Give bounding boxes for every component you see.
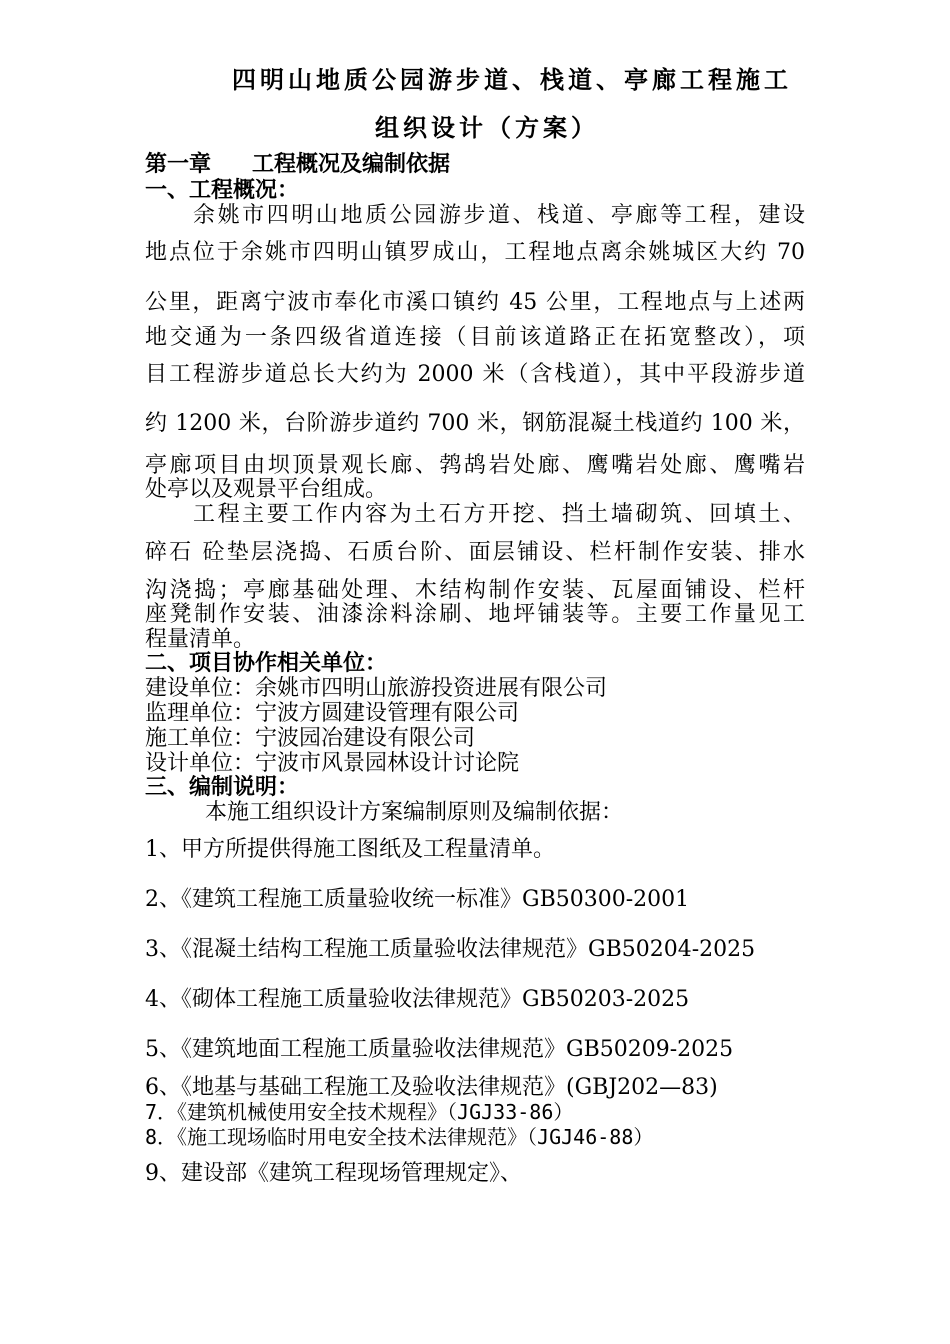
paragraph-line: 公里，距离宁波市奉化市溪口镇约 45 公里，工程地点与上述两 — [145, 290, 805, 315]
list-item: 1、甲方所提供得施工图纸及工程量清单。 — [145, 837, 555, 862]
list-item: 5、《建筑地面工程施工质量验收法律规范》GB50209-2025 — [145, 1037, 734, 1062]
list-item: 监理单位：宁波方圆建设管理有限公司 — [145, 701, 520, 726]
paragraph-line: 工程主要工作内容为土石方开挖、挡土墙砌筑、回填土、 — [193, 502, 805, 527]
list-item: 4、《砌体工程施工质量验收法律规范》GB50203-2025 — [145, 987, 690, 1012]
list-item: 7．《建筑机械使用安全技术规程》（JGJ33-86） — [145, 1100, 574, 1124]
paragraph-line: 地点位于余姚市四明山镇罗成山，工程地点离余姚城区大约 70 — [145, 240, 805, 265]
paragraph-line: 沟浇捣；亭廊基础处理、木结构制作安装、瓦屋面铺设、栏杆 — [145, 578, 805, 603]
paragraph-line: 余姚市四明山地质公园游步道、栈道、亭廊等工程，建设 — [193, 203, 805, 228]
paragraph-line: 约 1200 米，台阶游步道约 700 米，钢筋混凝土栈道约 100 米， — [145, 411, 805, 436]
list-item: 8．《施工现场临时用电安全技术法律规范》（JGJ46-88） — [145, 1125, 654, 1149]
list-item: 9、建设部《建筑工程现场管理规定》、 — [145, 1161, 522, 1186]
paragraph-line: 亭廊项目由坝顶景观长廊、鹁鸪岩处廊、鹰嘴岩处廊、鹰嘴岩 — [145, 453, 805, 478]
paragraph-line: 座凳制作安装、油漆涂料涂刷、地坪铺装等。主要工作量见工 — [145, 602, 805, 627]
document-title-line-1: 四明山地质公园游步道、栈道、亭廊工程施工 — [232, 66, 792, 94]
paragraph-line: 目工程游步道总长大约为 2000 米（含栈道），其中平段游步道 — [145, 362, 805, 387]
list-item: 3、《混凝土结构工程施工质量验收法律规范》GB50204-2025 — [145, 937, 756, 962]
section-heading-overview: 一、工程概况： — [145, 178, 300, 203]
list-item: 2、《建筑工程施工质量验收统一标准》GB50300-2001 — [145, 887, 690, 912]
section-heading-partners: 二、项目协作相关单位： — [145, 651, 388, 676]
list-item: 设计单位：宁波市风景园林设计讨论院 — [145, 751, 520, 776]
list-item: 施工单位：宁波园冶建设有限公司 — [145, 726, 476, 751]
paragraph-line: 碎石 砼垫层浇捣、石质台阶、面层铺设、栏杆制作安装、排水 — [145, 540, 805, 565]
list-item: 6、《地基与基础工程施工及验收法律规范》(GBJ202—83) — [145, 1075, 718, 1100]
section-intro: 本施工组织设计方案编制原则及编制依据： — [205, 800, 624, 825]
chapter-number: 第一章 — [145, 152, 212, 177]
document-title-line-2: 组织设计（方案） — [375, 114, 599, 142]
chapter-name: 工程概况及编制依据 — [252, 152, 451, 177]
paragraph-line: 地交通为一条四级省道连接（目前该道路正在拓宽整改），项 — [145, 325, 805, 350]
list-item: 建设单位：余姚市四明山旅游投资进展有限公司 — [145, 676, 608, 701]
section-heading-notes: 三、编制说明： — [145, 775, 300, 800]
paragraph-line: 程量清单。 — [145, 627, 256, 652]
paragraph-line: 处亭以及观景平台组成。 — [145, 477, 388, 502]
